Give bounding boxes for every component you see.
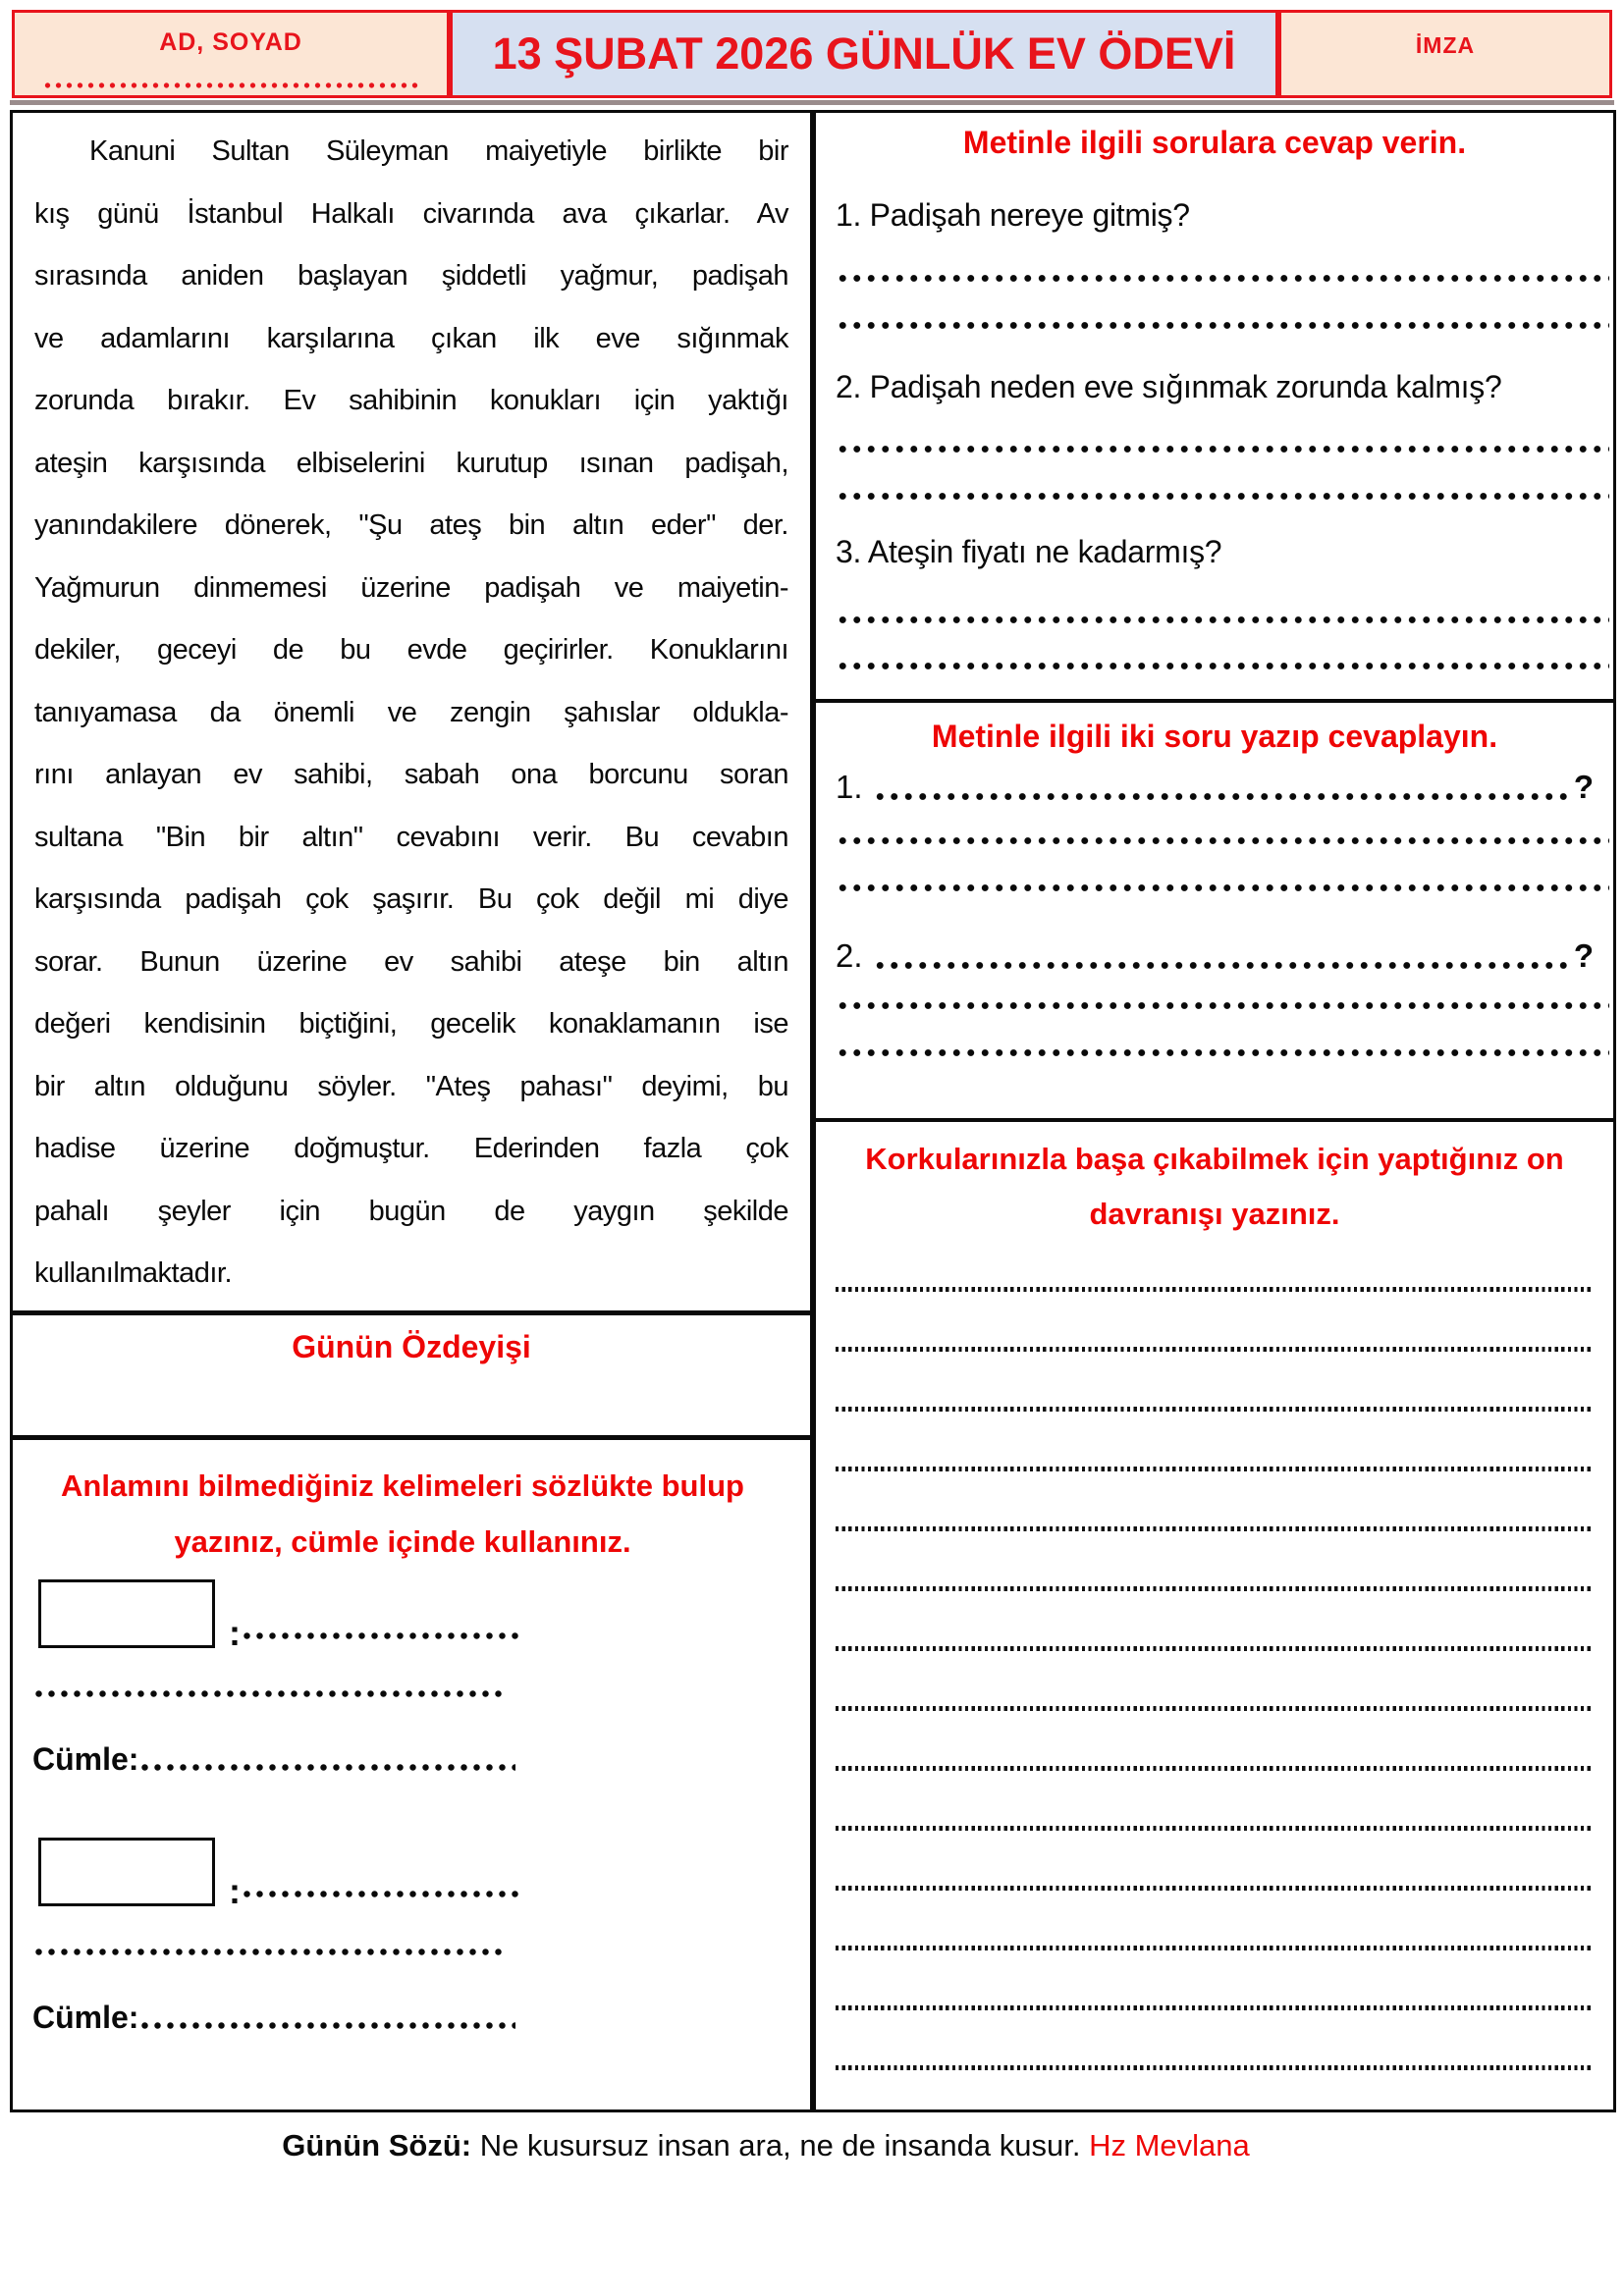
reading-line: tanıyamasa da önemli ve zengin şahıslar oldukla- xyxy=(34,696,788,728)
vocabulary-title-line2: yazınız, cümle içinde kullanınız. xyxy=(174,1524,631,1559)
sentence-line-1 xyxy=(138,1763,515,1772)
reading-line: değeri kendisinin biçtiğini, gecelik konaklamanın ise xyxy=(34,1008,788,1040)
word-row-2 xyxy=(38,1838,786,1911)
reading-line: dekiler, geceyi de bu evde geçirirler. Konuklarını xyxy=(34,634,788,666)
behavior-title xyxy=(836,1132,1594,1242)
reading-line: sorar. Bunun üzerine ev sahibi ateşe bin altın xyxy=(34,945,788,978)
sentence-line-2 xyxy=(138,2021,515,2030)
reading-line: Yağmurun dinmemesi üzerine padişah ve maiyetin- xyxy=(34,571,788,604)
answer-line xyxy=(836,662,1609,670)
answer-line xyxy=(836,836,1609,845)
footer-author: Hz Mevlana xyxy=(1089,2128,1250,2163)
word-row-1 xyxy=(38,1579,786,1653)
answer-line xyxy=(836,445,1609,454)
footer-label: Günün Sözü: xyxy=(282,2128,472,2163)
behavior-answer-line xyxy=(836,1467,1594,1471)
answer-line xyxy=(836,321,1609,330)
definition-continuation-line-1 xyxy=(32,1689,502,1698)
behavior-title-line1: Korkularınızla başa çıkabilmek için yaptığınız on xyxy=(865,1142,1564,1176)
signature-label: İMZA xyxy=(1415,32,1476,58)
reading-line: rını anlayan ev sahibi, sabah ona borcunu soran xyxy=(34,759,788,790)
sentence-row-1 xyxy=(32,1739,515,1779)
behavior-answer-line xyxy=(836,1347,1594,1352)
text-questions-section xyxy=(816,121,1613,703)
reading-line: sultana "Bin bir altın" cevabını verir. Bu cevabın xyxy=(34,821,788,853)
reading-line: kış günü İstanbul Halkalı civarında ava çıkarlar. Av xyxy=(34,197,788,230)
behavior-answer-line xyxy=(836,1646,1594,1651)
reading-line: yanındakilere dönerek, "Şu ateş bin altın eder" der. xyxy=(34,509,788,541)
footer-quote xyxy=(0,2128,1532,2163)
behavior-answer-lines xyxy=(836,1287,1594,2070)
question-mark-2: ? xyxy=(1573,937,1594,974)
name-surname-box xyxy=(12,10,450,98)
write-question-number-2: 2. xyxy=(836,937,863,974)
answer-line xyxy=(836,1001,1609,1010)
behavior-answer-line xyxy=(836,1586,1594,1591)
vocabulary-title-line1: Anlamını bilmediğiniz kelimeleri sözlükte bulup xyxy=(61,1468,744,1503)
signature-box xyxy=(1278,10,1612,98)
reading-line: kullanılmaktadır. xyxy=(34,1257,233,1289)
word-colon-1: : xyxy=(229,1613,241,1653)
question-1: 1. Padişah nereye gitmiş? xyxy=(836,197,1190,233)
reading-line: karşısında padişah çok şaşırır. Bu çok değil mi diye xyxy=(34,883,788,915)
word-box-2 xyxy=(38,1838,215,1906)
sentence-row-2 xyxy=(32,1998,515,2037)
worksheet-title: 13 ŞUBAT 2026 GÜNLÜK EV ÖDEVİ xyxy=(492,28,1236,79)
reading-line: sırasında aniden başlayan şiddetli yağmur, padişah xyxy=(34,260,788,292)
write-question-line-2 xyxy=(873,961,1570,970)
definition-continuation-line-2 xyxy=(32,1948,502,1956)
word-definition-line-2 xyxy=(241,1890,523,1898)
reading-line: ateşin karşısında elbiselerini kurutup ısınan padişah, xyxy=(34,447,788,479)
header-shadow xyxy=(10,100,1614,105)
vocabulary-section xyxy=(13,1440,810,2037)
write-question-line-1 xyxy=(873,792,1570,801)
behavior-answer-line xyxy=(836,1886,1594,1891)
text-questions-title: Metinle ilgili sorulara cevap verin. xyxy=(962,125,1467,160)
question-mark-1: ? xyxy=(1573,769,1594,805)
write-questions-section xyxy=(816,715,1613,1122)
question-3: 3. Ateşin fiyatı ne kadarmış? xyxy=(836,534,1222,569)
reading-line: pahalı şeyler için bugün de yaygın şekilde xyxy=(34,1195,788,1227)
sentence-label-1: Cümle: xyxy=(32,1741,139,1777)
question-2: 2. Padişah neden eve sığınmak zorunda kalmış? xyxy=(836,369,1502,404)
behavior-answer-line xyxy=(836,1526,1594,1531)
behavior-answer-line xyxy=(836,1946,1594,1950)
behavior-answer-line xyxy=(836,1287,1594,1292)
answer-line xyxy=(836,883,1609,892)
write-question-number-1: 1. xyxy=(836,769,863,805)
word-definition-line-1 xyxy=(241,1631,523,1640)
behavior-answer-line xyxy=(836,2065,1594,2070)
write-question-row-1 xyxy=(836,766,1594,809)
behavior-answer-line xyxy=(836,1706,1594,1711)
reading-line: bir altın olduğunu söyler. "Ateş pahası" deyimi, bu xyxy=(34,1070,788,1102)
footer-quote-text: Ne kusursuz insan ara, ne de insanda kusur. xyxy=(471,2128,1090,2163)
reading-line: hadise üzerine doğmuştur. Ederinden fazla çok xyxy=(34,1133,788,1164)
behavior-answer-line xyxy=(836,2005,1594,2010)
answer-line xyxy=(836,274,1609,283)
word-colon-2: : xyxy=(229,1871,241,1911)
write-question-row-2 xyxy=(836,934,1594,978)
reading-line: Kanuni Sultan Süleyman maiyetiyle birlikte bir xyxy=(89,135,788,167)
right-column xyxy=(813,110,1616,2112)
worksheet-title-box xyxy=(450,10,1278,98)
behavior-answer-line xyxy=(836,1766,1594,1771)
behavior-answer-line xyxy=(836,1407,1594,1412)
name-surname-label: AD, SOYAD xyxy=(159,28,302,56)
behavior-title-line2: davranışı yazınız. xyxy=(1089,1197,1340,1231)
answer-line xyxy=(836,1048,1609,1057)
name-dotted-line xyxy=(42,81,419,89)
sentence-label-2: Cümle: xyxy=(32,2000,139,2035)
reading-line: ve adamlarını karşılarına çıkan ilk eve sığınmak xyxy=(34,322,788,354)
left-column xyxy=(10,110,813,2112)
quote-of-day-box xyxy=(13,1310,810,1440)
behavior-section xyxy=(816,1132,1613,2070)
reading-passage xyxy=(13,113,810,1310)
answer-line xyxy=(836,492,1609,501)
word-box-1 xyxy=(38,1579,215,1648)
reading-line: zorunda bırakır. Ev sahibinin konukları için yaktığı xyxy=(34,385,788,416)
write-questions-title: Metinle ilgili iki soru yazıp cevaplayın. xyxy=(931,719,1498,754)
answer-line xyxy=(836,615,1609,624)
behavior-answer-line xyxy=(836,1826,1594,1831)
quote-of-day-title: Günün Özdeyişi xyxy=(292,1329,531,1364)
